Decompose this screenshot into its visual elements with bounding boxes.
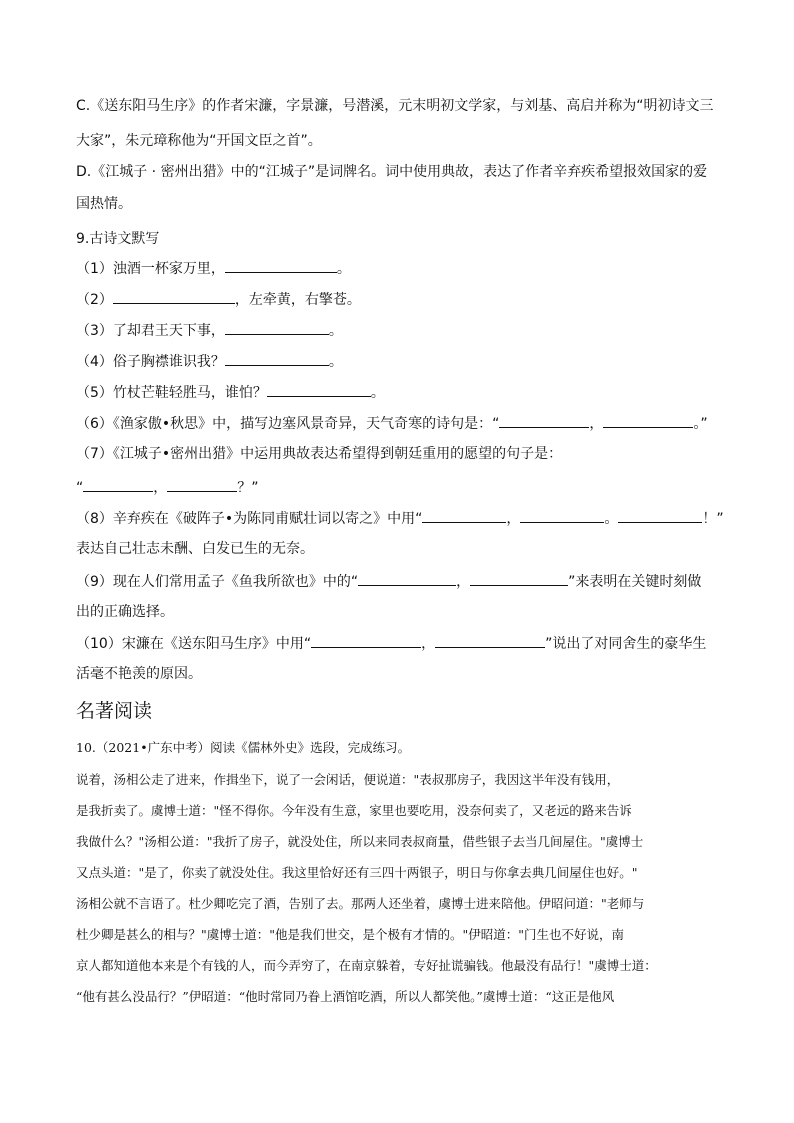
q9-item-4: （4）俗子胸襟谁识我？ 。	[76, 351, 343, 372]
section-heading: 名著阅读	[76, 700, 153, 722]
answer-blank[interactable]	[358, 571, 456, 586]
q9-item-6: （6）《渔家傲•秋思》中，描写边塞风景奇异，天气奇寒的诗句是：“ ， 。”	[76, 413, 708, 434]
option-d-line-1: D.《江城子 · 密州出猎》中的“江城子”是词牌名。词中使用典故，表达了作者辛弃疾希望报效国家的爱	[76, 164, 708, 180]
q9-item-5: （5）竹杖芒鞋轻胜马，谁怕？ 。	[76, 382, 385, 403]
q9-item-9: （9）现在人们常用孟子《鱼我所欲也》中的“ ， ”来表明在关键时刻做	[76, 571, 701, 592]
answer-blank[interactable]	[225, 320, 329, 335]
answer-blank[interactable]	[225, 258, 337, 273]
q9-item-10: （10）宋濂在《送东阳马生序》中用“ ， ”说出了对同舍生的豪华生	[76, 633, 706, 654]
answer-blank[interactable]	[267, 382, 371, 397]
option-c-line-1: C.《送东阳马生序》的作者宋濂，字景濂，号潜溪，元末明初文学家，与刘基、高启并称为“明初诗文三	[76, 98, 714, 114]
q9-item-10-line-2: 活毫不艳羡的原因。	[76, 666, 202, 682]
question-10-title: 10.（2021•广东中考）阅读《儒林外史》选段，完成练习。	[76, 740, 411, 755]
answer-blank[interactable]	[113, 289, 235, 304]
answer-blank[interactable]	[422, 508, 506, 523]
option-d-line-2: 国热情。	[76, 196, 132, 212]
answer-blank[interactable]	[83, 477, 153, 492]
answer-blank[interactable]	[225, 351, 329, 366]
q9-item-9-line-2: 出的正确选择。	[76, 604, 174, 620]
passage-line: 杜少卿是甚么的相与？"虞博士道："他是我们世交，是个极有才情的。"伊昭道："门生也不好说，南	[76, 927, 624, 942]
answer-blank[interactable]	[167, 477, 237, 492]
q9-item-8-line-2: 表达自己壮志未酬、白发已生的无奈。	[76, 541, 314, 557]
option-c-line-2: 大家”，朱元璋称他为“开国文臣之首”。	[76, 133, 322, 149]
answer-blank[interactable]	[499, 413, 589, 428]
passage-line: “他有甚么没品行？”伊昭道：“他时常同乃眷上酒馆吃酒，所以人都笑他。”虞博士道：“这正是他风	[76, 989, 615, 1004]
passage-line: 是我折卖了。虞博士道："怪不得你。今年没有生意，家里也要吃用，没奈何卖了，又老远的路来告诉	[76, 803, 632, 818]
q9-item-7-answer: “ ， ？”	[76, 477, 259, 498]
answer-blank[interactable]	[618, 508, 702, 523]
answer-blank[interactable]	[311, 633, 421, 648]
q9-item-1: （1）浊酒一杯家万里， 。	[76, 258, 351, 279]
q9-item-3: （3）了却君王天下事， 。	[76, 320, 343, 341]
answer-blank[interactable]	[520, 508, 604, 523]
passage-line: 京人都知道他本来是个有钱的人，而今弄穷了，在南京躲着，专好扯谎骗钱。他最没有品行！"虞博士道：	[76, 958, 657, 973]
passage-line: 汤相公就不言语了。杜少卿吃完了酒，告别了去。那两人还坐着，虞博士进来陪他。伊昭问道："老师与	[76, 896, 645, 911]
passage-line: 我做什么？"汤相公道："我折了房子，就没处住，所以来同表叔商量，借些银子去当几间屋住。"虞博士	[76, 834, 644, 849]
q9-item-7-prompt: （7）《江城子•密州出猎》中运用典故表达希望得到朝廷重用的愿望的句子是：	[76, 446, 563, 462]
answer-blank[interactable]	[435, 633, 545, 648]
passage-line: 又点头道："是了，你卖了就没处住。我这里恰好还有三四十两银子，明日与你拿去典几间屋住也好。"	[76, 865, 638, 880]
answer-blank[interactable]	[603, 413, 693, 428]
answer-blank[interactable]	[470, 571, 568, 586]
passage-line: 说着，汤相公走了进来，作揖坐下，说了一会闲话，便说道："表叔那房子，我因这半年没有钱用，	[76, 772, 620, 787]
question-9-title: 9.古诗文默写	[76, 231, 160, 247]
q9-item-2: （2） ，左牵黄，右擎苍。	[76, 289, 361, 310]
q9-item-8: （8）辛弃疾在《破阵子•为陈同甫赋壮词以寄之》中用“ ， 。 ！”	[76, 508, 724, 529]
